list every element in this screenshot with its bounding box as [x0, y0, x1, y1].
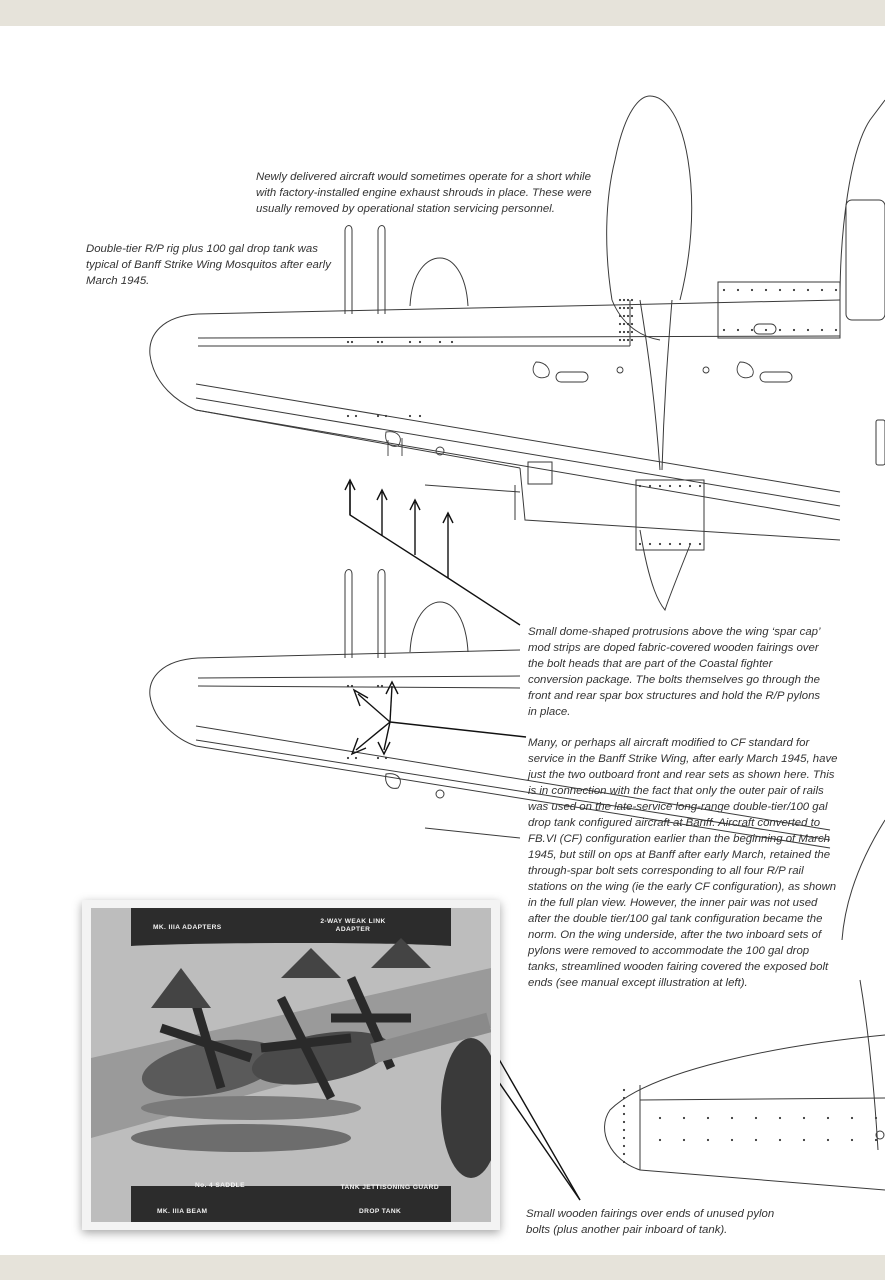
rivet-dot	[623, 315, 625, 317]
manual-photo-frame	[82, 900, 500, 1230]
rivet-dot	[821, 329, 823, 331]
rivet-dot	[851, 1139, 853, 1141]
rivet-dot	[385, 757, 387, 759]
rivet-dot	[419, 341, 421, 343]
rivet-dot	[649, 543, 651, 545]
rivet-dot	[627, 315, 629, 317]
rivet-dot	[347, 415, 349, 417]
rivet-dot	[631, 299, 633, 301]
caption-exhaust-shrouds: Newly delivered aircraft would sometimes operate for a short while with factory-installed engine exhaust shrouds in place. These were usually removed by operational station servicing personnel.	[256, 171, 592, 215]
rivet-dot	[623, 331, 625, 333]
rivet-dot	[631, 315, 633, 317]
rivet-dot	[793, 289, 795, 291]
rivet-dot	[659, 543, 661, 545]
photo-label-drop-tank: DROP TANK	[359, 1208, 402, 1215]
rivet-dot	[755, 1117, 757, 1119]
rivet-dot	[409, 415, 411, 417]
rivet-dot	[377, 341, 379, 343]
rivet-dot	[381, 341, 383, 343]
rivet-dot	[627, 331, 629, 333]
rivet-dot	[875, 1139, 877, 1141]
rivet-dot	[807, 289, 809, 291]
rivet-dot	[649, 485, 651, 487]
rivet-dot	[623, 1121, 625, 1123]
rivet-dot	[381, 685, 383, 687]
rivet-dot	[659, 1117, 661, 1119]
rivet-dot	[419, 415, 421, 417]
rivet-dot	[623, 1129, 625, 1131]
rivet-dot	[699, 543, 701, 545]
rivet-dot	[623, 1113, 625, 1115]
rivet-dot	[623, 323, 625, 325]
rivet-dot	[821, 289, 823, 291]
photo-illustration	[91, 908, 491, 1222]
rivet-dot	[659, 485, 661, 487]
rivet-dot	[409, 341, 411, 343]
photo-label-saddle: No. 4 SADDLE	[195, 1182, 245, 1189]
rivet-dot	[631, 339, 633, 341]
rivet-dot	[439, 341, 441, 343]
upper-wing-details	[386, 324, 792, 456]
caption-wooden-fairings: Small wooden fairings over ends of unused pylon bolts (plus another pair inboard of tank).	[526, 1208, 775, 1236]
rivet-dot	[707, 1117, 709, 1119]
rivet-dot	[385, 415, 387, 417]
rivet-dot	[803, 1139, 805, 1141]
rivet-dot	[835, 289, 837, 291]
rivet-dot	[347, 341, 349, 343]
rivet-dot	[683, 1139, 685, 1141]
photo-label-beam: MK. IIIA BEAM	[157, 1208, 208, 1215]
rivet-dot	[755, 1139, 757, 1141]
rivet-dot	[875, 1117, 877, 1119]
rivet-dot	[351, 341, 353, 343]
rivet-dot	[731, 1139, 733, 1141]
rivet-dot	[623, 1153, 625, 1155]
photo-label-jettisoning-guard: TANK JETTISONING GUARD	[340, 1184, 439, 1191]
rivet-dot	[707, 1139, 709, 1141]
rivet-dot	[639, 485, 641, 487]
rivet-dot	[623, 1089, 625, 1091]
rivet-dot	[751, 289, 753, 291]
rivet-dot	[627, 323, 629, 325]
caption-rp-rig: Double-tier R/P rig plus 100 gal drop tank was typical of Banff Strike Wing Mosquitos after early March 1945.	[86, 243, 331, 287]
rivet-dot	[623, 339, 625, 341]
rivet-dot	[619, 299, 621, 301]
manual-photo	[91, 908, 491, 1222]
rivet-dot	[679, 485, 681, 487]
rivet-dot	[779, 289, 781, 291]
rivet-dot	[679, 543, 681, 545]
rivet-dot	[619, 323, 621, 325]
rivet-dot	[623, 299, 625, 301]
rivet-dot	[807, 329, 809, 331]
rivet-dot	[737, 329, 739, 331]
rivet-dot	[765, 289, 767, 291]
rivet-dot	[377, 685, 379, 687]
rivet-dot	[355, 415, 357, 417]
rivet-dot	[723, 329, 725, 331]
rivet-dot	[779, 1139, 781, 1141]
rivet-dot	[669, 543, 671, 545]
rivet-dot	[351, 685, 353, 687]
rivet-dot	[631, 331, 633, 333]
rivet-dot	[623, 307, 625, 309]
rivet-dot	[737, 289, 739, 291]
rivet-dot	[723, 289, 725, 291]
rivet-dot	[623, 1137, 625, 1139]
rivet-dot	[765, 329, 767, 331]
rivet-dot	[619, 339, 621, 341]
rivet-dot	[639, 543, 641, 545]
rivet-dot	[751, 329, 753, 331]
caption-dome-protrusions: Small dome-shaped protrusions above the wing ‘spar cap’ mod strips are doped fabric-covered wooden fairings over the bolt heads that are part of the Coastal fighter conversion package. The bolts themselves go through the front and rear spar box structures and hold the R/P pylons in place.	[528, 626, 821, 718]
photo-label-adapters: MK. IIIA ADAPTERS	[153, 924, 222, 931]
rivet-dot	[347, 757, 349, 759]
rivet-dot	[631, 307, 633, 309]
rivet-dot	[623, 1097, 625, 1099]
rivet-dot	[627, 299, 629, 301]
rivet-dot	[631, 323, 633, 325]
rivet-dot	[803, 1117, 805, 1119]
rivet-dot	[699, 485, 701, 487]
rivet-dot	[451, 341, 453, 343]
rivet-dot	[793, 329, 795, 331]
rivet-dot	[623, 1145, 625, 1147]
rivet-dot	[827, 1117, 829, 1119]
rivet-dot	[377, 757, 379, 759]
rivet-dot	[731, 1117, 733, 1119]
rivet-dot	[689, 543, 691, 545]
rivet-dot	[689, 485, 691, 487]
rivet-dot	[827, 1139, 829, 1141]
rivet-dot	[779, 1117, 781, 1119]
rivet-dot	[619, 307, 621, 309]
rivet-dot	[347, 685, 349, 687]
rp-rails-upper	[345, 226, 468, 315]
photo-label-weak-link: 2-WAY WEAK LINK ADAPTER	[320, 918, 386, 933]
rivet-dot	[683, 1117, 685, 1119]
rivet-dot	[623, 1161, 625, 1163]
rivet-dot	[835, 329, 837, 331]
bottom-right-wing	[605, 980, 885, 1190]
rivet-dot	[779, 329, 781, 331]
rivet-dot	[669, 485, 671, 487]
rivet-dot	[627, 339, 629, 341]
rivet-dot	[851, 1117, 853, 1119]
rivet-dot	[619, 331, 621, 333]
rivet-dot	[355, 757, 357, 759]
caption-cf-standard: Many, or perhaps all aircraft modified to CF standard for service in the Banff Strike Wing, after early March 1945, have just the two outboard front and rear sets as shown here. This is in connection with the fact that only the outer pair of rails was used on the late-service long-range double-tier/100 gal drop tank configured aircraft at Banff. Aircraft converted to FB.VI (CF) configuration earlier than the beginning of March 1945, but still on ops at Banff after early March, retained the through-spar bolt sets corresponding to all four R/P rail stations on the wing (ie the early CF configuration), as shown in the full plan view. However, the inner pair was not used after the double tier/100 gal tank configuration became the norm. On the wing underside, after the two inboard sets of pylons were removed to accommodate the 100 gal drop tanks, streamlined wooden fairing covered the exposed bolt ends (see manual except illustration at left).	[528, 737, 838, 989]
rivet-dot	[627, 307, 629, 309]
rivet-dot	[623, 1105, 625, 1107]
rivet-dot	[659, 1139, 661, 1141]
rivet-dot	[619, 315, 621, 317]
rivet-dot	[377, 415, 379, 417]
